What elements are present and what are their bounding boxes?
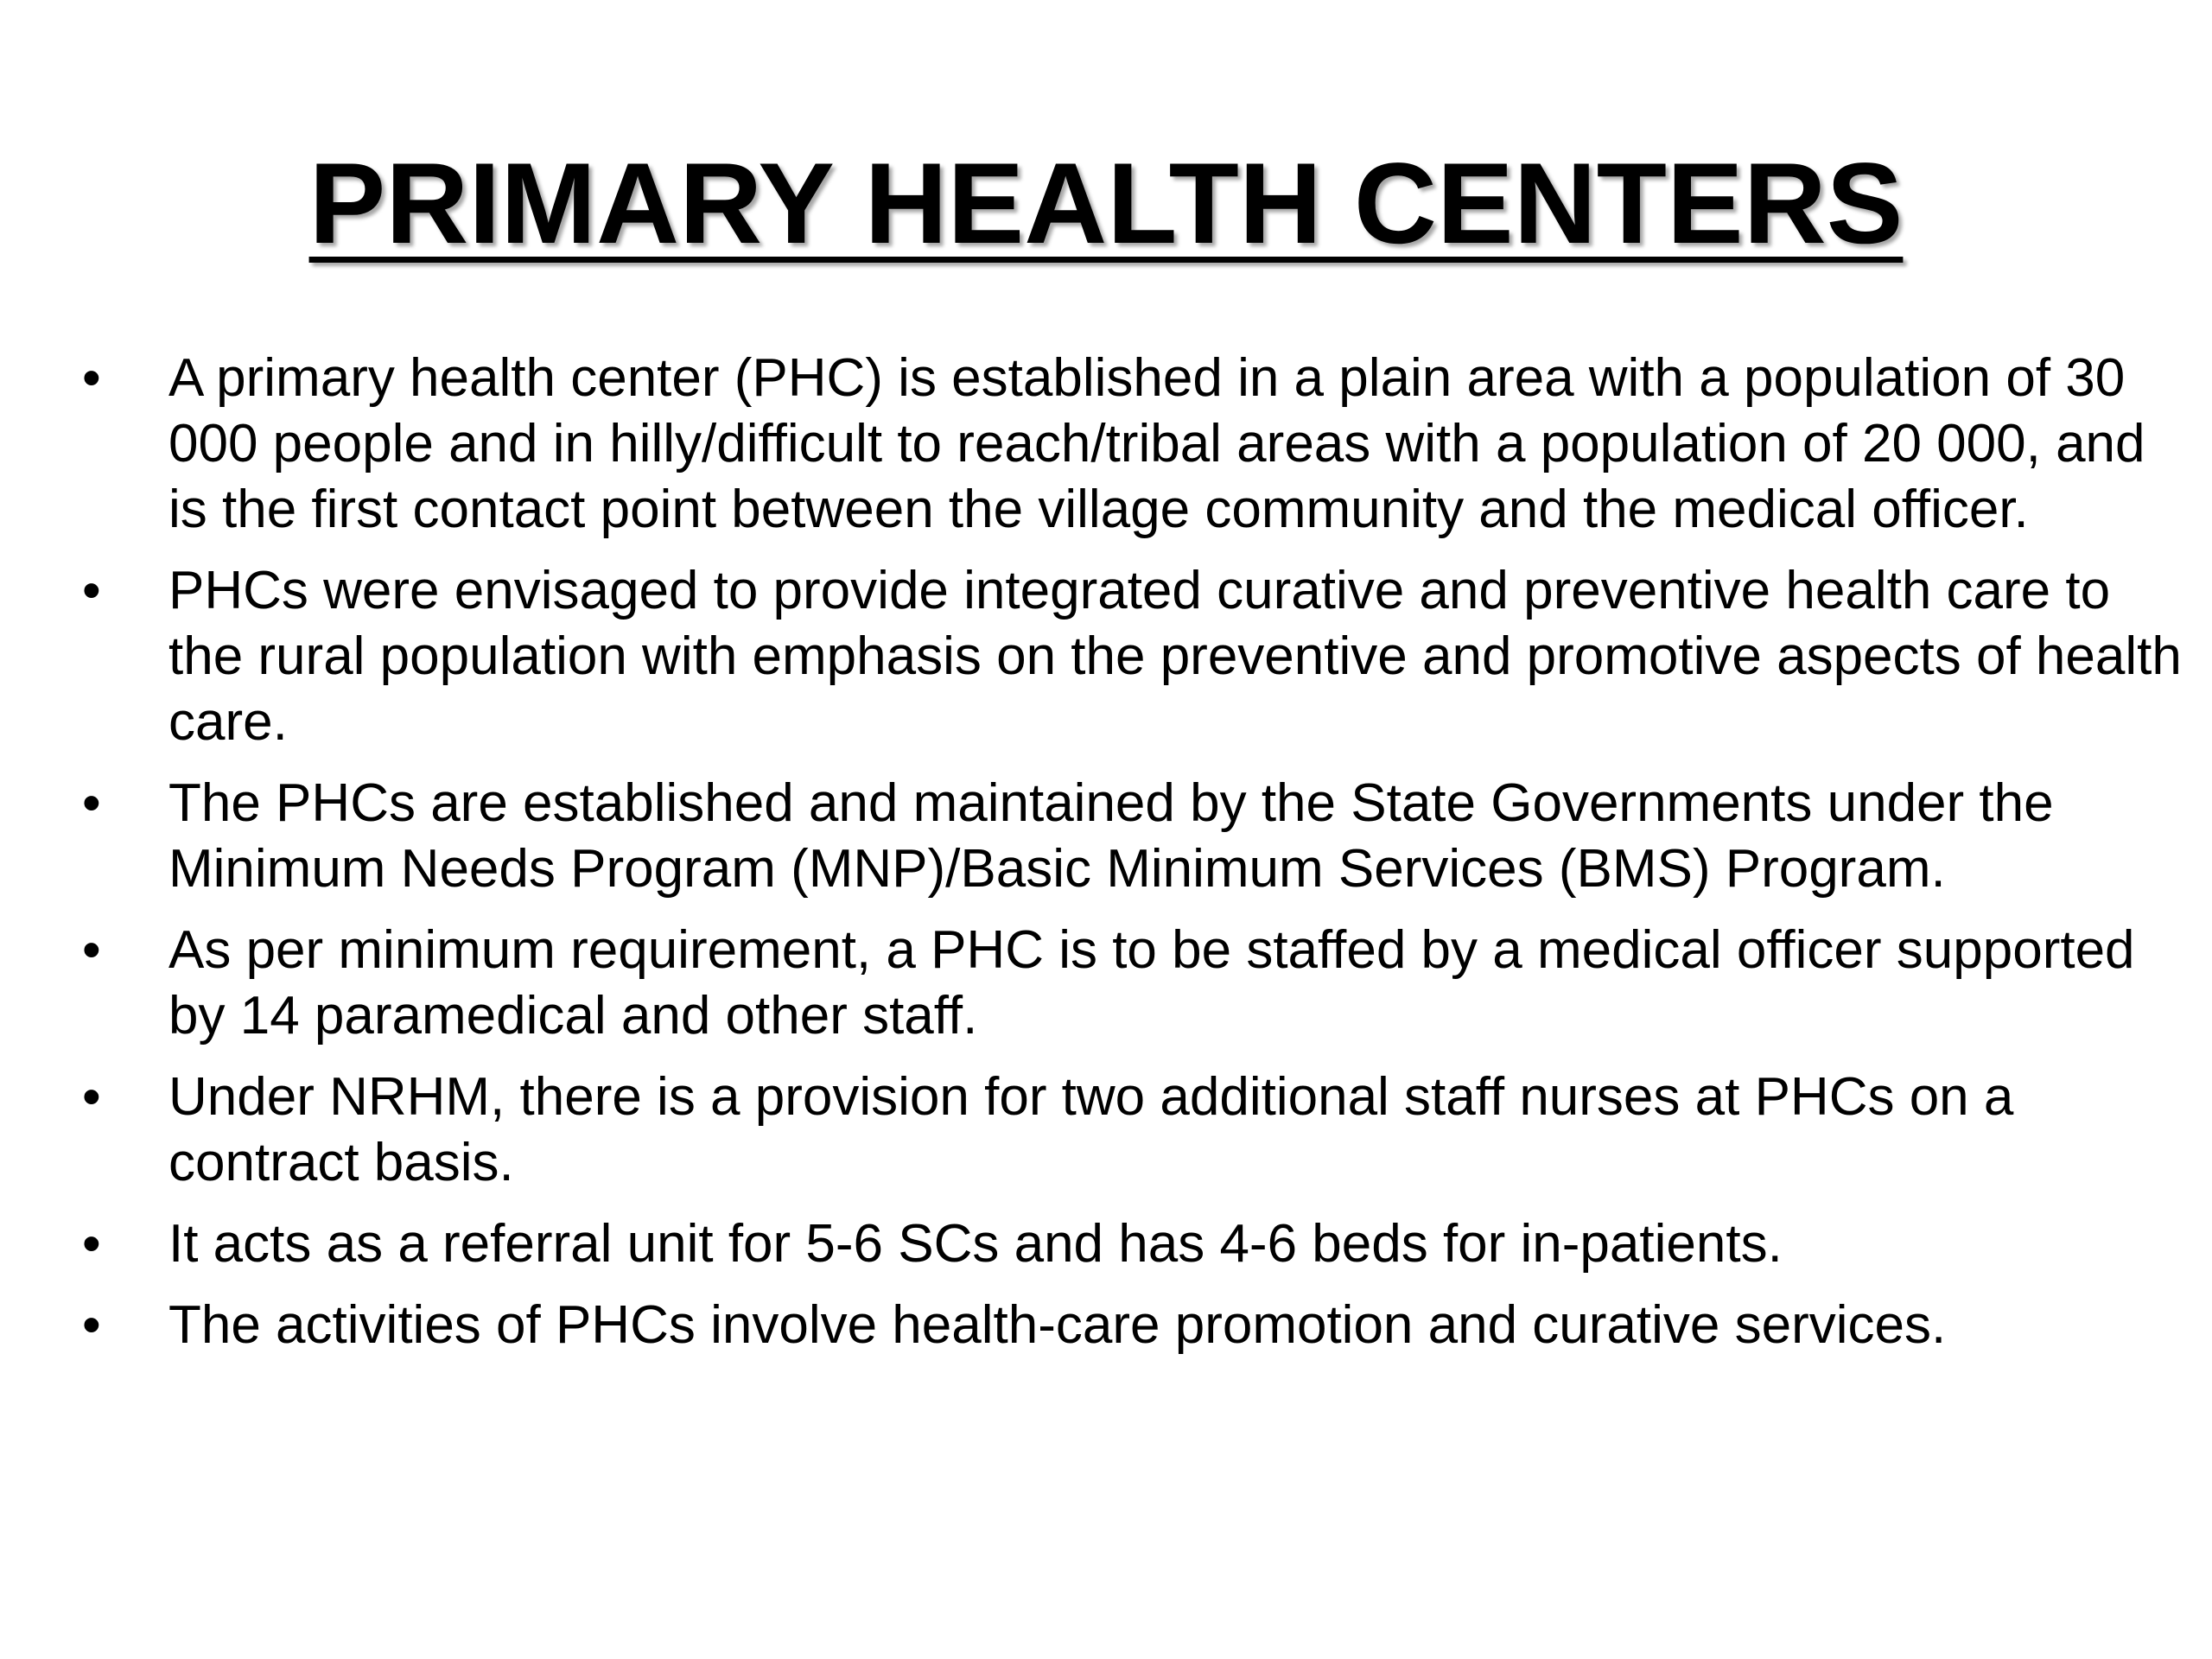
bullet-icon: • <box>82 348 101 408</box>
slide-title-text: PRIMARY HEALTH CENTERS <box>308 140 1904 268</box>
bullet-text: Under NRHM, there is a provision for two additional staff nurses at PHCs on a contract basis. <box>168 1067 2014 1192</box>
bullet-item <box>82 771 2190 902</box>
bullet-item <box>82 558 2190 755</box>
bullet-text: PHCs were envisaged to provide integrated curative and preventive health care to the rural population with emphasis on the preventive and promotive aspects of health care. <box>168 561 2182 752</box>
bullet-icon: • <box>82 920 101 980</box>
bullet-icon: • <box>82 1295 101 1355</box>
slide-title <box>0 138 2212 270</box>
bullet-icon: • <box>82 561 101 620</box>
bullet-item <box>82 1293 2190 1358</box>
bullet-icon: • <box>82 1067 101 1127</box>
bullet-icon: • <box>82 1214 101 1274</box>
bullet-item <box>82 1065 2190 1196</box>
bullet-item <box>82 1211 2190 1277</box>
bullet-item <box>82 346 2190 543</box>
bullet-text: It acts as a referral unit for 5-6 SCs and has 4-6 beds for in-patients. <box>168 1214 1783 1274</box>
bullet-text: The PHCs are established and maintained by the State Governments under the Minimum Needs Program (MNP)/Basic Minimum Services (BMS) Program. <box>168 773 2054 899</box>
bullet-item <box>82 918 2190 1049</box>
bullet-text: As per minimum requirement, a PHC is to be staffed by a medical officer supported by 14 paramedical and other staff. <box>168 920 2135 1046</box>
bullet-icon: • <box>82 773 101 833</box>
bullet-text: A primary health center (PHC) is established in a plain area with a population of 30 000 people and in hilly/difficult to reach/tribal areas with a population of 20 000, and is the first contact point between the village community and the medical officer. <box>168 348 2145 539</box>
bullet-list <box>82 346 2190 1374</box>
bullet-text: The activities of PHCs involve health-care promotion and curative services. <box>168 1295 1947 1355</box>
